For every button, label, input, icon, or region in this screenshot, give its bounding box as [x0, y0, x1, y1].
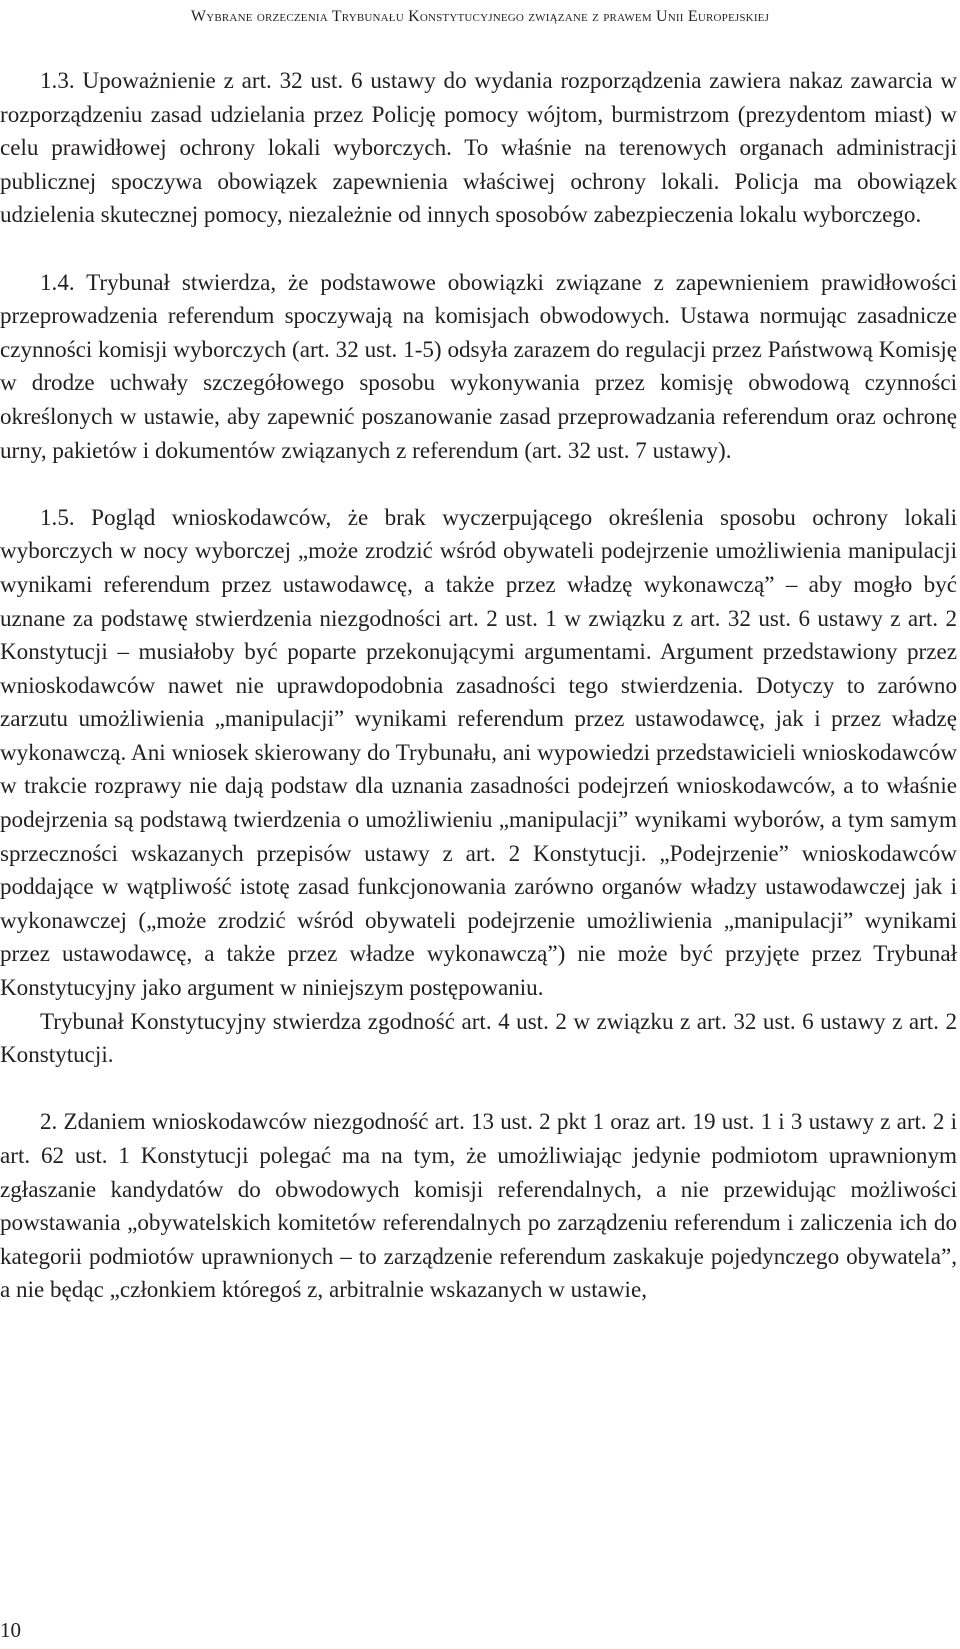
paragraph-1-4: 1.4. Trybunał stwierdza, że podstawowe obowiązki związane z zapewnieniem prawidłowości przeprowadzenia referendum spoczywają na komisjach obwodowych. Ustawa normując zasadnicze czynności komisji wyborczych (art. 32 ust. 1-5) odsyła zarazem do regulacji przez Państwową Komisję w drodze uchwały szczegółowego sposobu wykonywania przez komisję obwodową czynności określonych w ustawie, aby zapewnić poszanowanie zasad przeprowadzania referendum oraz ochronę urny, pakietów i dokumentów związanych z referendum (art. 32 ust. 7 ustawy). — [0, 268, 957, 463]
paragraph-1-5: 1.5. Pogląd wnioskodawców, że brak wyczerpującego określenia sposobu ochrony lokali wyborczych w nocy wyborczej „może zrodzić wśród obywateli podejrzenie umożliwienia manipulacji wynikami referendum przez ustawodawcę, a także przez władzę wykonawczą” – aby mogło być uznane za podstawę stwierdzenia niezgodności art. 2 ust. 1 w związku z art. 32 ust. 6 ustawy z art. 2 Konstytucji – musiałoby być poparte przekonującymi argumentami. Argument przedstawiony przez wnioskodawców nawet nie uprawdopodobnia zasadności tego stwierdzenia. Dotyczy to zarówno zarzutu umożliwienia „manipulacji” wynikami referendum przez ustawodawcę, jak i przez władzę wykonawczą. Ani wniosek skierowany do Trybunału, ani wypowiedzi przedstawicieli wnioskodawców w trakcie rozprawy nie dają podstaw dla uznania zasadności podejrzeń wnioskodawców, a to właśnie podejrzenia są podstawą twierdzenia o umożliwieniu „manipulacji” wynikami wyborów, a tym samym sprzeczności wskazanych przepisów ustawy z art. 2 Konstytucji. „Podejrzenie” wnioskodawców poddające w wątpliwość istotę zasad funkcjonowania zarówno organów władzy ustawodawczej jak i wykonawczej („może zrodzić wśród obywateli podejrzenie umożliwienia „manipulacji” wynikami przez ustawodawcę, a także przez władze wykonawczą”) nie może być przyjęte przez Trybunał Konstytucyjny jako argument w niniejszym postępowaniu. — [0, 503, 957, 1001]
body-text — [0, 64, 957, 1307]
paragraph-1-3: 1.3. Upoważnienie z art. 32 ust. 6 ustawy do wydania rozporządzenia zawiera nakaz zawarcia w rozporządzeniu zasad udzielania przez Policję pomocy wójtom, burmistrzom (prezydentom miast) w celu prawidłowej ochrony lokali wyborczych. To właśnie na terenowych organach administracji publicznej spoczywa obowiązek zapewnienia właściwej ochrony lokali. Policja ma obowiązek udzielenia skutecznej pomocy, niezależnie od innych sposobów zabezpieczenia lokalu wyborczego. — [0, 67, 957, 228]
paragraph-2: 2. Zdaniem wnioskodawców niezgodność art. 13 ust. 2 pkt 1 oraz art. 19 ust. 1 i 3 ustawy z art. 2 i art. 62 ust. 1 Konstytucji polegać ma na tym, że umożliwiając jedynie podmiotom uprawnionym zgłaszanie kandydatów do obwodowych komisji referendalnych, a nie przewidując możliwości powstawania „obywatelskich komitetów referendalnych po zarządzeniu referendum i zaliczenia ich do kategorii podmiotów uprawnionych – to zarządzenie referendum zaskakuje pojedynczego obywatela”, a nie będąc „członkiem któregoś z, arbitralnie wskazanych w ustawie, — [0, 1108, 957, 1303]
paragraph-conclusion: Trybunał Konstytucyjny stwierdza zgodność art. 4 ust. 2 w związku z art. 32 ust. 6 ustawy z art. 2 Konstytucji. — [0, 1007, 957, 1068]
page-number: 10 — [0, 1618, 21, 1642]
running-header: Wybrane orzeczenia Trybunału Konstytucyjnego związane z prawem Unii Europejskiej — [190, 8, 770, 25]
